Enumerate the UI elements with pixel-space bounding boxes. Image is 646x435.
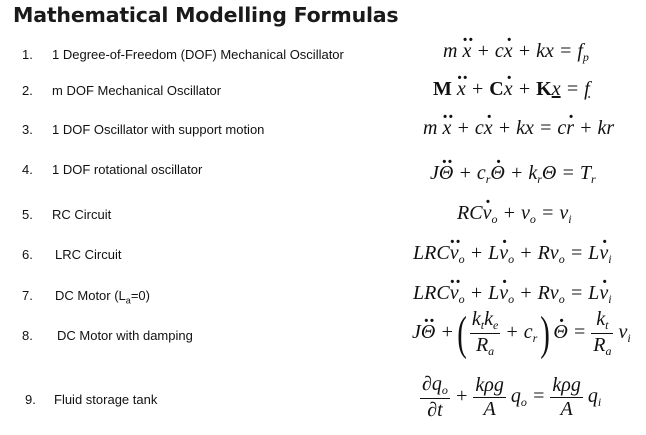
item-number: 5.	[22, 207, 33, 222]
item-label: m DOF Mechanical Oscillator	[52, 83, 222, 98]
item-label: DC Motor with damping	[57, 328, 193, 343]
item-number: 7.	[22, 288, 33, 303]
item-number: 9.	[25, 392, 36, 407]
item-number: 6.	[22, 247, 33, 262]
item-label: LRC Circuit	[55, 247, 122, 262]
formula-1: m x ·· + cx · + kx = $f_p$	[443, 40, 589, 65]
formula-3: m x ·· + cx · + kx = cr · + kr	[423, 117, 614, 140]
item-label-tail: =0)	[130, 288, 150, 303]
item-label-sub: a	[125, 295, 131, 306]
page-title: Mathematical Modelling Formulas	[13, 3, 399, 27]
item-number: 3.	[22, 122, 33, 137]
formula-7: LRCv $\cdot\cdot_o + Lv \cdot_o + Rv_o = Lv \cdot_i$	[413, 282, 612, 307]
formula-8: JΘ ·· +( $\frac{k_tk_e}{R_a}$ + $c_r$) Θ · = $\frac{k_t}{R_a}$ $v_i$	[412, 308, 631, 359]
item-label: 1 Degree-of-Freedom (DOF) Mechanical Oscillator	[52, 47, 344, 62]
formula-2: M x ·· + Cx · + Kx = f	[433, 78, 590, 101]
formula-5: RCv $\cdot_o + v_o = v_i$	[457, 202, 572, 227]
item-label	[55, 288, 150, 306]
item-label: RC Circuit	[52, 207, 112, 222]
item-label-text: DC Motor (L	[55, 288, 126, 303]
item-label: Fluid storage tank	[54, 392, 158, 407]
item-number: 8.	[22, 328, 33, 343]
item-number: 1.	[22, 47, 33, 62]
formula-6: LRCv $\cdot\cdot_o + Lv \cdot_o + Rv_o = Lv \cdot_i$	[413, 242, 612, 267]
item-label: 1 DOF Oscillator with support motion	[52, 122, 265, 137]
formula-9: $\frac{\partial q_o}{\partial t}$ + $\frac{\text{kρg}}{A}$ $q_o$ = $\frac{\text{kρg}}{A}$ $q_i$	[422, 373, 602, 421]
formula-4: JΘ ·· + $c_r\Theta$ · + $k_r\Theta = T_r$	[430, 162, 596, 187]
item-number: 2.	[22, 83, 33, 98]
item-number: 4.	[22, 162, 33, 177]
item-label: 1 DOF rotational oscillator	[52, 162, 203, 177]
